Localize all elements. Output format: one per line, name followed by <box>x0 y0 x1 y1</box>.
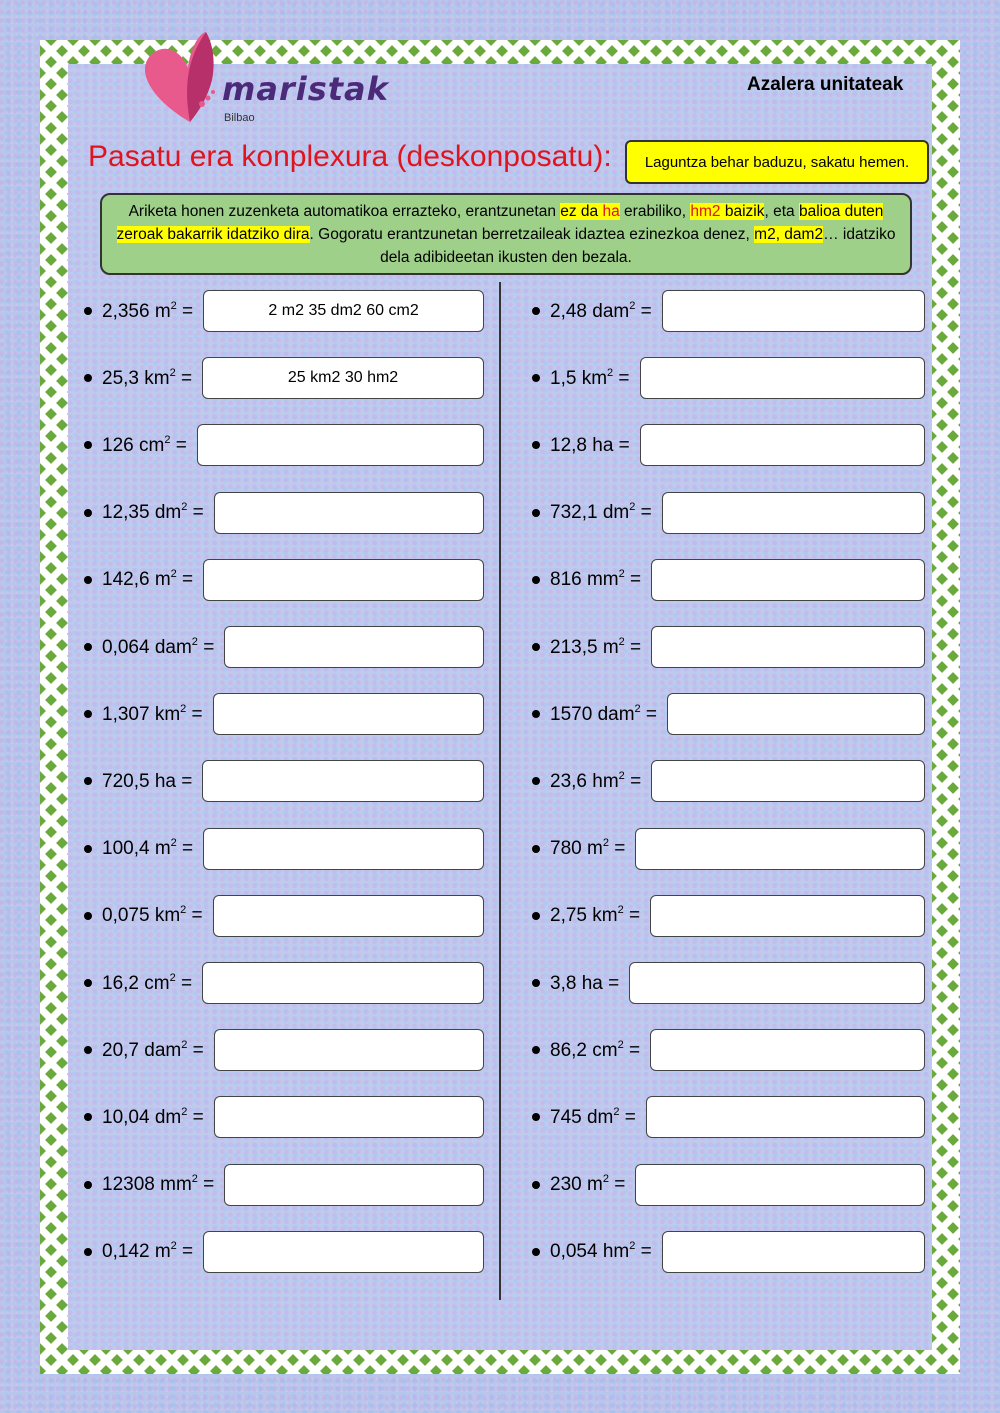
bullet-icon <box>84 979 92 987</box>
answer-input[interactable] <box>197 424 484 466</box>
exercise-unit: km <box>581 367 608 389</box>
instructions-highlight: balioa duten zeroak bakarrik idatziko dira <box>116 203 884 243</box>
unit-exponent: 2 <box>613 1105 620 1118</box>
exercise-item <box>80 1164 484 1206</box>
answer-input[interactable] <box>635 828 925 870</box>
column-divider <box>499 282 501 1300</box>
exercise-heading: Pasatu era konplexura (deskonposatu): <box>88 140 612 173</box>
answer-input[interactable] <box>650 895 925 937</box>
answer-input[interactable] <box>224 1164 484 1206</box>
instructions-text: . Gogoratu erantzunetan berretzaileak idaztea ezinezkoa denez, <box>309 226 755 243</box>
exercise-item <box>80 357 484 399</box>
exercise-label: 2,75 $km^2$ = <box>550 904 641 927</box>
exercise-label: 0,142 $m^2$ = <box>102 1240 194 1263</box>
answer-input[interactable] <box>214 1029 484 1071</box>
exercise-value: 0,142 <box>102 1241 150 1263</box>
unit-exponent: 2 <box>180 702 187 715</box>
answer-input[interactable] <box>662 492 925 534</box>
exercise-label: 12,35 $dm^2$ = <box>102 501 204 524</box>
exercise-value: 3,8 <box>550 972 577 994</box>
exercise-label: 732,1 $dm^2$ = <box>550 501 652 524</box>
exercise-unit: dm <box>586 1106 614 1128</box>
bullet-icon <box>532 509 540 517</box>
exercise-label: 1570 dam$^2$ = <box>550 702 658 725</box>
exercise-item <box>80 492 484 534</box>
exercise-item <box>528 357 925 399</box>
answer-input[interactable] <box>646 1096 925 1138</box>
exercise-item <box>528 1231 925 1273</box>
exercise-unit: m <box>154 1241 171 1263</box>
answer-input[interactable] <box>202 760 484 802</box>
exercise-unit: m <box>154 300 171 322</box>
bullet-icon <box>84 441 92 449</box>
bullet-icon <box>84 576 92 584</box>
exercise-item <box>528 693 925 735</box>
exercise-item <box>528 290 925 332</box>
exercise-item <box>80 962 484 1004</box>
unit-exponent: 2 <box>634 702 641 715</box>
exercise-value: 142,6 <box>102 569 150 591</box>
exercise-item <box>528 1164 925 1206</box>
unit-exponent: 2 <box>170 568 177 581</box>
exercise-unit: cm <box>138 434 165 456</box>
unit-exponent: 2 <box>181 501 188 514</box>
exercise-item <box>80 1096 484 1138</box>
exercise-value: 12308 <box>102 1174 155 1196</box>
exercise-value: 720,5 <box>102 770 150 792</box>
unit-exponent: 2 <box>618 635 625 648</box>
exercise-value: 0,054 <box>550 1241 598 1263</box>
bullet-icon <box>532 979 540 987</box>
instructions-text: erabiliko, <box>619 203 691 220</box>
exercise-item <box>528 559 925 601</box>
exercise-value: 12,8 <box>550 434 587 456</box>
bullet-icon <box>532 1113 540 1121</box>
unit-exponent: 2 <box>164 433 171 446</box>
exercise-label: 1,5 $km^2$ = <box>550 366 630 389</box>
bullet-icon <box>84 845 92 853</box>
exercise-value: 732,1 <box>550 502 598 524</box>
answer-input[interactable] <box>203 559 484 601</box>
exercise-value: 780 <box>550 838 582 860</box>
bullet-icon <box>84 509 92 517</box>
answer-input[interactable] <box>662 1231 925 1273</box>
bullet-icon <box>84 1113 92 1121</box>
answer-input[interactable] <box>650 1029 925 1071</box>
bullet-icon <box>532 374 540 382</box>
unit-exponent: 2 <box>170 837 177 850</box>
exercise-unit: km <box>154 905 181 927</box>
exercise-item <box>80 1231 484 1273</box>
answer-input[interactable] <box>651 760 925 802</box>
exercise-value: 12,35 <box>102 502 150 524</box>
answer-input[interactable] <box>640 424 925 466</box>
exercise-unit: dm <box>154 1106 182 1128</box>
unit-exponent: 2 <box>170 299 177 312</box>
bullet-icon <box>532 1248 540 1256</box>
answer-input[interactable] <box>203 1231 484 1273</box>
unit-exponent: 2 <box>602 837 609 850</box>
unit-exponent: 2 <box>617 904 624 917</box>
exercise-value: 100,4 <box>102 838 150 860</box>
exercise-value: 745 <box>550 1106 582 1128</box>
exercise-label: 12308 $mm^2$ = <box>102 1173 215 1196</box>
answer-input[interactable] <box>213 693 484 735</box>
exercise-item <box>528 895 925 937</box>
exercise-value: 2,48 <box>550 300 587 322</box>
exercise-unit: m <box>154 838 171 860</box>
exercise-label: 23,6 $hm^2$ = <box>550 769 642 792</box>
bullet-icon <box>532 1181 540 1189</box>
answer-input[interactable] <box>629 962 925 1004</box>
exercise-item <box>528 760 925 802</box>
unit-exponent: 2 <box>618 769 625 782</box>
exercise-item <box>528 424 925 466</box>
exercise-unit: dam <box>592 300 630 322</box>
exercise-value: 126 <box>102 434 134 456</box>
answer-input[interactable] <box>214 492 484 534</box>
unit-exponent: 2 <box>629 1240 636 1253</box>
unit-exponent: 2 <box>618 568 625 581</box>
exercise-unit: m <box>586 838 603 860</box>
answer-input[interactable] <box>651 626 925 668</box>
exercise-label: 12,8 ha = <box>550 434 630 456</box>
bullet-icon <box>532 710 540 718</box>
bullet-icon <box>532 576 540 584</box>
exercise-label: 25,3 $km^2$ = <box>102 366 193 389</box>
exercise-item <box>80 290 484 332</box>
logo-city: Bilbao <box>224 112 255 124</box>
exercise-label: 3,8 ha = <box>550 972 620 994</box>
bullet-icon <box>84 307 92 315</box>
exercise-unit: dam <box>144 1039 182 1061</box>
exercise-label: 10,04 $dm^2$ = <box>102 1105 204 1128</box>
document-title: Azalera unitateak <box>747 74 904 95</box>
exercise-unit: cm <box>592 1039 618 1061</box>
exercise-label: 0,054 $hm^2$ = <box>550 1240 652 1263</box>
unit-exponent: 2 <box>191 1173 198 1186</box>
exercise-unit: km <box>154 703 181 725</box>
exercise-value: 23,6 <box>550 770 587 792</box>
exercise-item <box>528 492 925 534</box>
exercise-unit: hm <box>592 770 619 792</box>
bullet-icon <box>532 777 540 785</box>
unit-exponent: 2 <box>629 299 636 312</box>
exercise-label: 0,064 dam$^2$ = <box>102 635 215 658</box>
exercise-label: 816 $mm^2$ = <box>550 568 642 591</box>
exercise-value: 2,356 <box>102 300 150 322</box>
instructions-text: Ariketa honen zuzenketa automatikoa errazteko, erantzunetan <box>128 203 561 220</box>
exercise-label: 100,4 $m^2$ = <box>102 837 194 860</box>
instructions-text: , eta <box>764 203 799 220</box>
unit-exponent: 2 <box>169 366 176 379</box>
exercise-value: 230 <box>550 1174 582 1196</box>
answer-input[interactable] <box>214 1096 484 1138</box>
exercise-label: 2,356 $m^2$ = <box>102 299 194 322</box>
unit-exponent: 2 <box>191 635 198 648</box>
exercise-unit: hm <box>602 1241 630 1263</box>
exercise-unit: ha <box>592 434 614 456</box>
answer-input[interactable] <box>213 895 484 937</box>
answer-input[interactable] <box>203 828 484 870</box>
bullet-icon <box>84 912 92 920</box>
answer-input[interactable] <box>640 357 925 399</box>
exercise-value: 25,3 <box>102 367 139 389</box>
exercise-label: 142,6 $m^2$ = <box>102 568 194 591</box>
exercise-item <box>528 828 925 870</box>
unit-exponent: 2 <box>602 1173 609 1186</box>
unit-exponent: 2 <box>180 904 187 917</box>
exercise-unit: dam <box>597 703 635 725</box>
exercise-unit: dm <box>602 502 630 524</box>
exercise-label: 16,2 $cm^2$ = <box>102 971 193 994</box>
exercise-item <box>80 693 484 735</box>
exercise-item <box>80 1029 484 1071</box>
exercise-label: 20,7 dam$^2$ = <box>102 1038 204 1061</box>
exercise-unit: cm <box>144 972 170 994</box>
instructions-box <box>100 193 912 275</box>
exercise-label: 745 $dm^2$ = <box>550 1105 636 1128</box>
unit-exponent: 2 <box>181 1038 188 1051</box>
exercise-value: 1,307 <box>102 703 150 725</box>
exercise-item <box>80 828 484 870</box>
exercise-label: 230 $m^2$ = <box>550 1173 626 1196</box>
instructions-highlight: ha <box>602 203 620 220</box>
bullet-icon <box>84 777 92 785</box>
exercise-item <box>528 1029 925 1071</box>
unit-exponent: 2 <box>169 971 176 984</box>
instructions-highlight: m2, dam2 <box>754 226 824 243</box>
exercise-value: 10,04 <box>102 1106 150 1128</box>
bullet-icon <box>84 374 92 382</box>
bullet-icon <box>84 1046 92 1054</box>
bullet-icon <box>532 1046 540 1054</box>
answer-input[interactable] <box>651 559 925 601</box>
answer-input[interactable] <box>635 1164 925 1206</box>
logo-wordmark: maristak <box>222 70 389 108</box>
exercise-unit: km <box>592 905 618 927</box>
exercise-item <box>528 626 925 668</box>
bullet-icon <box>84 1181 92 1189</box>
exercise-unit: km <box>144 367 170 389</box>
exercise-unit: mm <box>586 569 619 591</box>
exercise-value: 2,75 <box>550 905 587 927</box>
exercise-item <box>528 1096 925 1138</box>
exercise-label: 86,2 $cm^2$ = <box>550 1038 641 1061</box>
answer-input[interactable] <box>202 357 484 399</box>
exercise-value: 213,5 <box>550 636 598 658</box>
exercise-unit: dm <box>154 502 182 524</box>
instructions-highlight: baizik <box>720 203 765 220</box>
exercise-value: 16,2 <box>102 972 139 994</box>
exercise-item <box>80 424 484 466</box>
bullet-icon <box>84 710 92 718</box>
unit-exponent: 2 <box>181 1105 188 1118</box>
unit-exponent: 2 <box>617 1038 624 1051</box>
bullet-icon <box>532 643 540 651</box>
exercise-value: 86,2 <box>550 1039 587 1061</box>
exercise-unit: ha <box>581 972 603 994</box>
exercise-unit: mm <box>160 1174 192 1196</box>
unit-exponent: 2 <box>607 366 614 379</box>
exercise-unit: m <box>154 569 171 591</box>
bullet-icon <box>84 1248 92 1256</box>
exercise-value: 20,7 <box>102 1039 139 1061</box>
bullet-icon <box>532 307 540 315</box>
exercise-item <box>80 895 484 937</box>
exercise-unit: m <box>586 1174 603 1196</box>
answer-input[interactable] <box>202 962 484 1004</box>
exercise-label: 2,48 dam$^2$ = <box>550 299 652 322</box>
answer-input[interactable] <box>662 290 925 332</box>
exercise-label: 213,5 $m^2$ = <box>550 635 642 658</box>
help-button[interactable]: Laguntza behar baduzu, sakatu hemen. <box>625 140 929 184</box>
exercise-label: 126 $cm^2$ = <box>102 433 187 456</box>
exercise-unit: m <box>602 636 619 658</box>
answer-input[interactable] <box>667 693 925 735</box>
exercise-item <box>80 626 484 668</box>
answer-input[interactable] <box>224 626 484 668</box>
exercise-unit: dam <box>154 636 192 658</box>
bullet-icon <box>532 845 540 853</box>
exercise-item <box>528 962 925 1004</box>
exercise-label: 780 $m^2$ = <box>550 837 626 860</box>
unit-exponent: 2 <box>629 501 636 514</box>
instructions-highlight: ez da <box>560 203 603 220</box>
answer-input[interactable] <box>203 290 484 332</box>
unit-exponent: 2 <box>170 1240 177 1253</box>
exercise-label: 1,307 $km^2$ = <box>102 702 203 725</box>
exercise-item <box>80 559 484 601</box>
exercise-item <box>80 760 484 802</box>
exercise-value: 1570 <box>550 703 593 725</box>
exercise-value: 1,5 <box>550 367 577 389</box>
bullet-icon <box>532 441 540 449</box>
exercise-value: 0,064 <box>102 636 150 658</box>
exercise-unit: ha <box>154 770 176 792</box>
instructions-text: … idatziko dela adibideetan ikusten den bezala. <box>380 226 896 266</box>
exercise-value: 0,075 <box>102 905 150 927</box>
exercise-label: 0,075 $km^2$ = <box>102 904 203 927</box>
bullet-icon <box>532 912 540 920</box>
exercise-label: 720,5 ha = <box>102 770 193 792</box>
exercise-value: 816 <box>550 569 582 591</box>
bullet-icon <box>84 643 92 651</box>
instructions-highlight: hm2 <box>690 203 721 220</box>
